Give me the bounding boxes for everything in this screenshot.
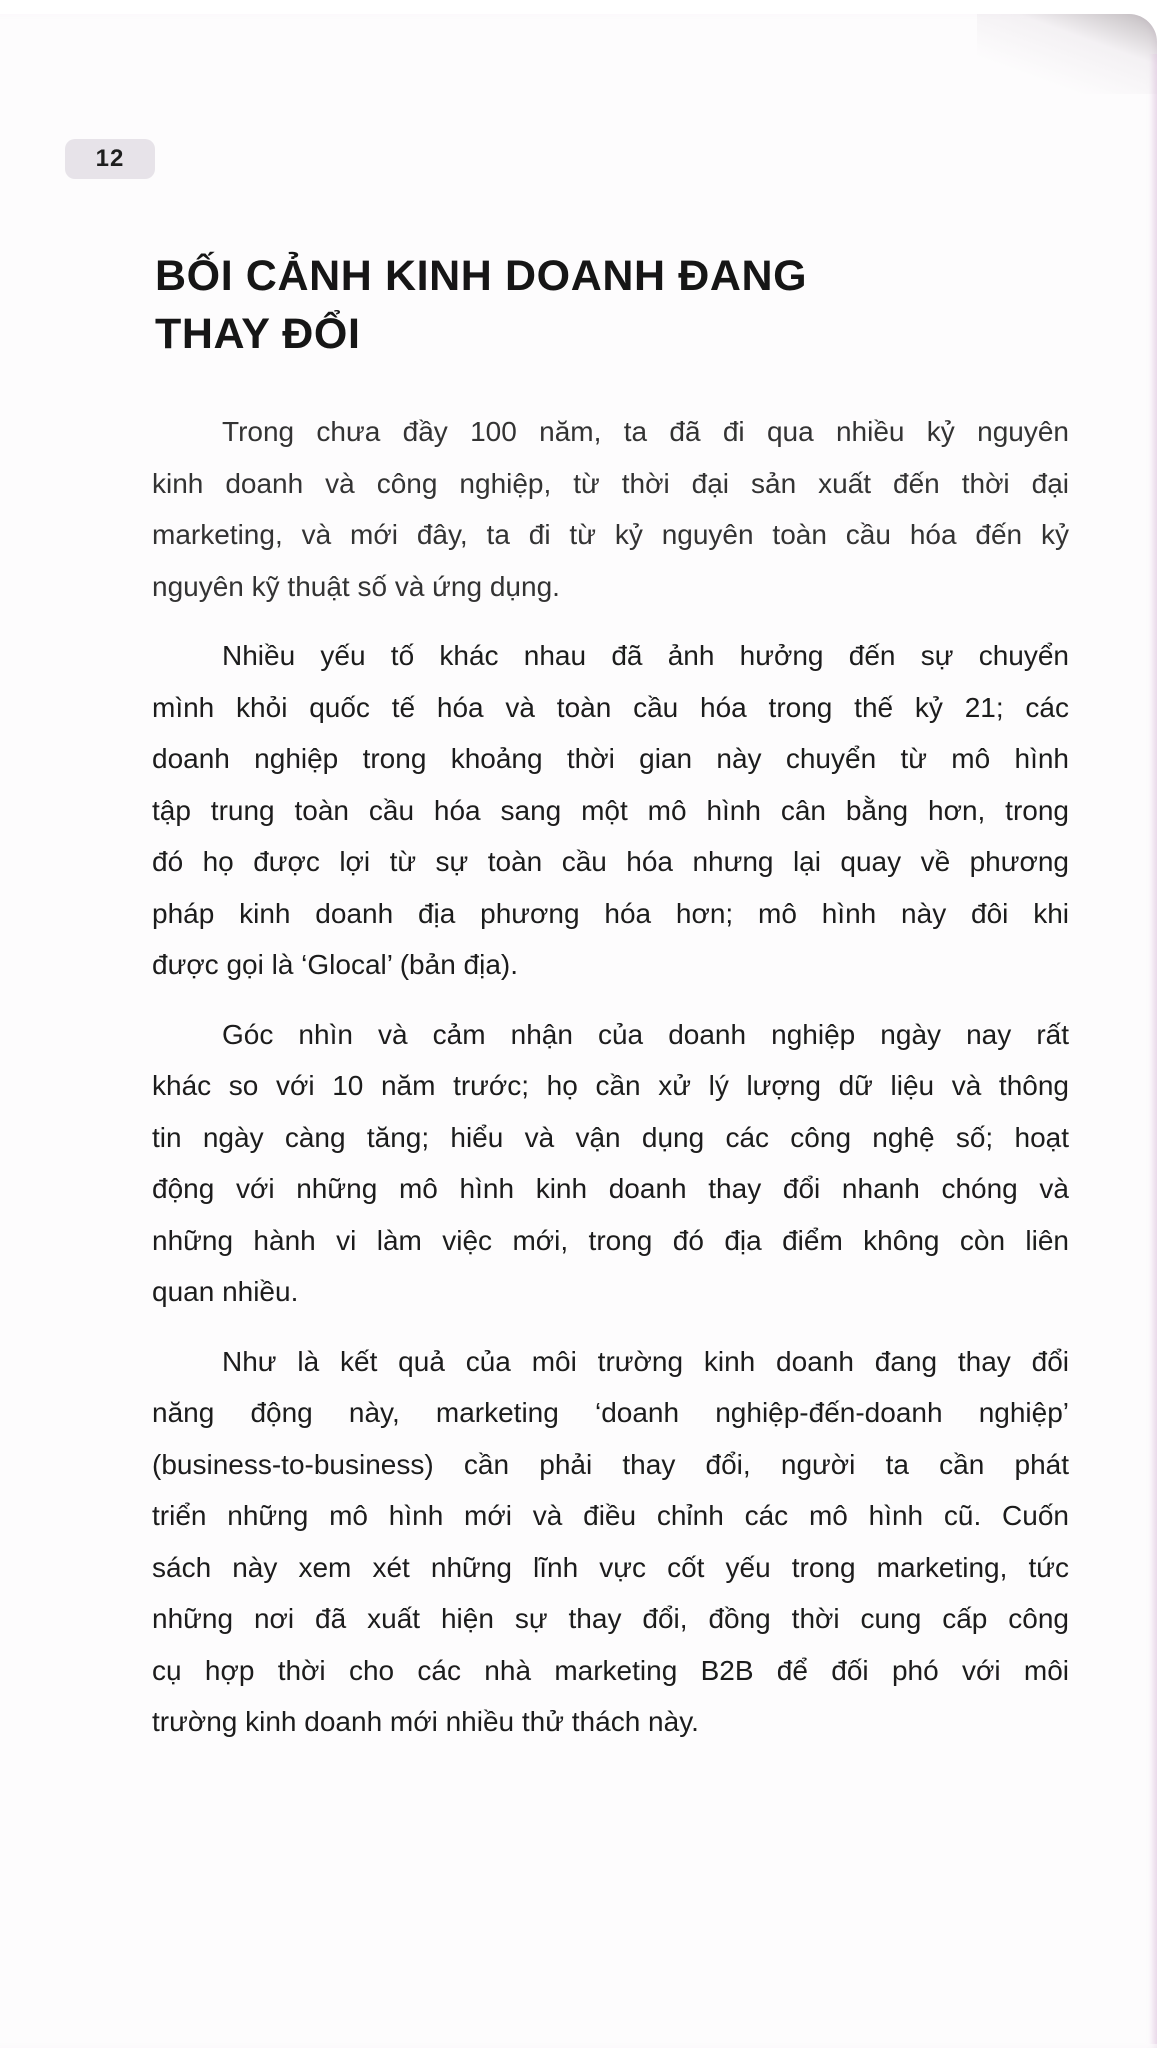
text-line: kinh doanh và công nghiệp, từ thời đại sản xuất đến thời đại (152, 467, 1069, 499)
text-line: Trong chưa đầy 100 năm, ta đã đi qua nhiều kỷ nguyên (222, 416, 1069, 447)
body-text (152, 406, 1069, 1766)
text-line: tập trung toàn cầu hóa sang một mô hình cân bằng hơn, trong (152, 794, 1069, 826)
text-line: được gọi là ‘Glocal’ (bản địa). (152, 949, 519, 980)
text-line: những hành vi làm việc mới, trong đó địa điểm không còn liên (152, 1224, 1069, 1256)
text-line: đó họ được lợi từ sự toàn cầu hóa nhưng lại quay về phương (152, 846, 1069, 877)
text-line: pháp kinh doanh địa phương hóa hơn; mô hình này đôi khi (152, 897, 1069, 929)
paragraph (152, 630, 1069, 991)
text-line: marketing, và mới đây, ta đi từ kỷ nguyên toàn cầu hóa đến kỷ (152, 519, 1069, 550)
paragraph (152, 1009, 1069, 1318)
text-line: doanh nghiệp trong khoảng thời gian này chuyển từ mô hình (152, 743, 1069, 774)
text-line: cụ hợp thời cho các nhà marketing B2B để đối phó với môi (152, 1654, 1069, 1686)
text-line: tin ngày càng tăng; hiểu và vận dụng các công nghệ số; hoạt (152, 1121, 1069, 1153)
text-line: nguyên kỹ thuật số và ứng dụng. (152, 570, 560, 602)
paragraph (152, 406, 1069, 612)
text-line: Nhiều yếu tố khác nhau đã ảnh hưởng đến sự chuyển (222, 640, 1069, 671)
paragraph (152, 1336, 1069, 1748)
text-line: năng động này, marketing ‘doanh nghiệp-đến-doanh nghiệp’ (152, 1397, 1069, 1428)
page-number: 12 (95, 145, 125, 172)
text-line: khác so với 10 năm trước; họ cần xử lý lượng dữ liệu và thông (152, 1070, 1069, 1101)
text-line: (business-to-business) cần phải thay đổi, người ta cần phát (152, 1448, 1069, 1480)
chapter-title-line: BỐI CẢNH KINH DOANH ĐANG (155, 252, 808, 300)
text-line: trường kinh doanh mới nhiều thử thách này. (152, 1706, 699, 1737)
chapter-title (155, 247, 915, 363)
text-line: động với những mô hình kinh doanh thay đổi nhanh chóng và (152, 1173, 1069, 1204)
page-corner-shadow (977, 14, 1157, 94)
text-line: những nơi đã xuất hiện sự thay đổi, đồng thời cung cấp công (152, 1603, 1069, 1634)
text-line: Góc nhìn và cảm nhận của doanh nghiệp ngày nay rất (222, 1018, 1069, 1050)
page-number-badge (65, 139, 155, 179)
text-line: mình khỏi quốc tế hóa và toàn cầu hóa trong thế kỷ 21; các (152, 691, 1069, 723)
book-page (0, 14, 1157, 2048)
text-line: triển những mô hình mới và điều chỉnh các mô hình cũ. Cuốn (152, 1500, 1069, 1531)
text-line: sách này xem xét những lĩnh vực cốt yếu trong marketing, tức (152, 1551, 1069, 1583)
text-line: Như là kết quả của môi trường kinh doanh đang thay đổi (222, 1345, 1069, 1377)
text-line: quan nhiều. (152, 1276, 299, 1307)
page-edge (1149, 54, 1157, 2044)
chapter-title-line: THAY ĐỔI (155, 310, 361, 358)
